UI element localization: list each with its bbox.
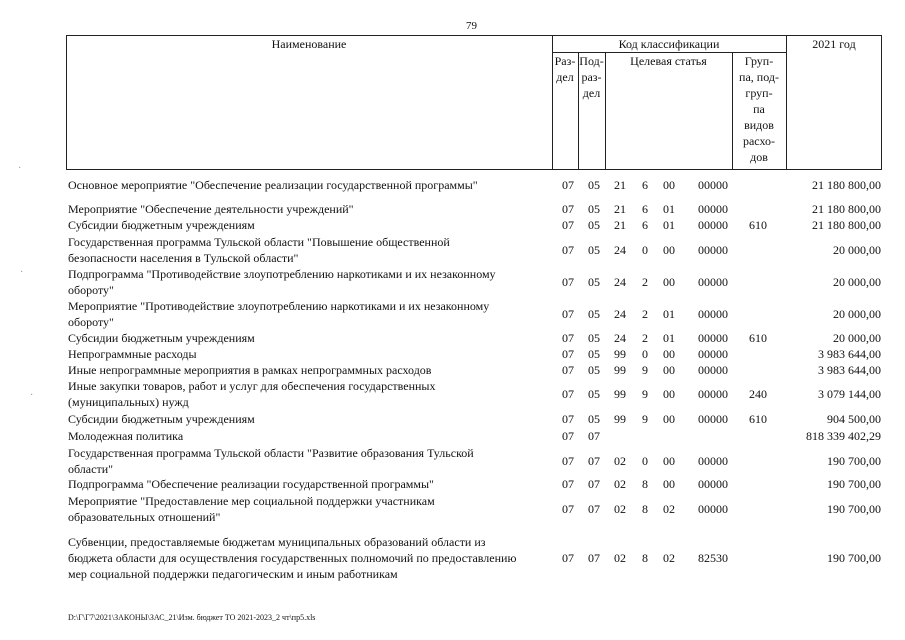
cell-vr: 610	[749, 218, 767, 232]
cell-cs4: 00000	[698, 477, 728, 491]
cell-cs1: 99	[614, 387, 626, 401]
cell-podrazdel: 05	[588, 275, 600, 289]
table-row	[0, 428, 905, 444]
cell-cs1: 21	[614, 202, 626, 216]
cell-cs1: 24	[614, 331, 626, 345]
cell-cs2: 8	[642, 502, 648, 516]
cell-cs3: 02	[663, 502, 675, 516]
cell-cs2: 9	[642, 387, 648, 401]
row-name	[68, 217, 553, 233]
cell-podrazdel: 05	[588, 307, 600, 321]
cell-cs4: 00000	[698, 307, 728, 321]
header-vid-line: расхо-	[742, 134, 776, 148]
cell-amount: 20 000,00	[833, 275, 881, 289]
table-row	[0, 234, 905, 266]
table-row	[0, 534, 905, 582]
row-name-line: Подпрограмма "Противодействие злоупотреблению наркотиками и их незаконному	[68, 267, 496, 281]
header-vid-line: Груп-	[744, 54, 774, 68]
cell-vr: 610	[749, 412, 767, 426]
cell-cs3: 00	[663, 178, 675, 192]
cell-cs1: 24	[614, 307, 626, 321]
table-row	[0, 217, 905, 233]
row-name	[68, 362, 553, 378]
cell-cs2: 0	[642, 454, 648, 468]
row-name-line: Иные закупки товаров, работ и услуг для обеспечения государственных	[68, 379, 436, 393]
cell-cs2: 0	[642, 243, 648, 257]
scan-speck: ·	[20, 267, 24, 278]
row-name-line: (муниципальных) нужд	[68, 395, 189, 409]
header-razdel-line: Раз-	[554, 54, 576, 68]
table-row	[0, 362, 905, 378]
cell-cs2: 2	[642, 275, 648, 289]
cell-amount: 190 700,00	[827, 551, 881, 565]
cell-cs4: 00000	[698, 387, 728, 401]
header-vid-line: па	[753, 102, 765, 116]
cell-razdel: 07	[562, 412, 574, 426]
cell-cs3: 00	[663, 363, 675, 377]
header-vid-line: груп-	[745, 86, 773, 100]
header-name: Наименование	[271, 37, 347, 51]
row-name-line: Мероприятие "Противодействие злоупотреблению наркотиками и их незаконному	[68, 299, 490, 313]
cell-podrazdel: 05	[588, 218, 600, 232]
row-name-line: мер социальной поддержки педагогическим и иным работникам	[68, 567, 398, 581]
header-vid-line: па, под-	[739, 70, 779, 84]
header-classification: Код классификации	[618, 37, 720, 51]
cell-cs4: 00000	[698, 243, 728, 257]
file-path: D:\Г\Г7\2021\ЗАКОНЫ\ЗАС_21\Изм. бюджет ТО 2021-2023_2 чт\пр5.xls	[68, 613, 316, 622]
cell-razdel: 07	[562, 243, 574, 257]
cell-vr: 240	[749, 387, 767, 401]
row-name-line: Субвенции, предоставляемые бюджетам муниципальных образований области из	[68, 535, 486, 549]
table-row	[0, 378, 905, 410]
cell-cs1: 24	[614, 275, 626, 289]
row-name	[68, 445, 553, 477]
cell-podrazdel: 07	[588, 502, 600, 516]
cell-cs3: 00	[663, 275, 675, 289]
row-name-line: обороту"	[68, 283, 114, 297]
cell-razdel: 07	[562, 307, 574, 321]
cell-podrazdel: 07	[588, 429, 600, 443]
cell-cs2: 8	[642, 551, 648, 565]
cell-cs1: 02	[614, 477, 626, 491]
cell-amount: 190 700,00	[827, 454, 881, 468]
header-podrazdel-line: раз-	[581, 70, 602, 84]
cell-razdel: 07	[562, 551, 574, 565]
row-name	[68, 493, 553, 525]
scan-speck: ·	[18, 163, 22, 174]
cell-amount: 818 339 402,29	[806, 429, 881, 443]
cell-razdel: 07	[562, 387, 574, 401]
cell-cs2: 2	[642, 307, 648, 321]
row-name-line: Государственная программа Тульской области "Повышение общественной	[68, 235, 450, 249]
cell-cs1: 02	[614, 502, 626, 516]
row-name	[68, 378, 553, 410]
row-name-line: Субсидии бюджетным учреждениям	[68, 412, 255, 426]
cell-cs4: 00000	[698, 412, 728, 426]
row-name-line: Мероприятие "Предоставление мер социальной поддержки участникам	[68, 494, 435, 508]
header-target-article: Целевая статья	[630, 54, 707, 68]
cell-razdel: 07	[562, 363, 574, 377]
row-name-line: образовательных отношений"	[68, 510, 221, 524]
cell-razdel: 07	[562, 502, 574, 516]
table-row	[0, 330, 905, 346]
cell-amount: 190 700,00	[827, 502, 881, 516]
cell-cs3: 01	[663, 218, 675, 232]
cell-podrazdel: 07	[588, 477, 600, 491]
row-name	[68, 346, 553, 362]
table-row	[0, 411, 905, 427]
row-name-line: обороту"	[68, 315, 114, 329]
row-name-line: Мероприятие "Обеспечение деятельности учреждений"	[68, 202, 354, 216]
cell-podrazdel: 05	[588, 412, 600, 426]
cell-cs2: 9	[642, 412, 648, 426]
header-podrazdel-line: дел	[582, 86, 601, 100]
cell-razdel: 07	[562, 454, 574, 468]
cell-amount: 3 983 644,00	[818, 347, 881, 361]
cell-vr: 610	[749, 331, 767, 345]
cell-podrazdel: 05	[588, 363, 600, 377]
cell-amount: 20 000,00	[833, 331, 881, 345]
cell-cs2: 0	[642, 347, 648, 361]
row-name	[68, 411, 553, 427]
cell-cs4: 00000	[698, 347, 728, 361]
cell-cs2: 6	[642, 218, 648, 232]
row-name	[68, 330, 553, 346]
cell-razdel: 07	[562, 275, 574, 289]
cell-amount: 3 079 144,00	[818, 387, 881, 401]
cell-amount: 21 180 800,00	[812, 202, 881, 216]
cell-cs2: 6	[642, 178, 648, 192]
header-vid-line: видов	[744, 118, 774, 132]
cell-cs4: 00000	[698, 218, 728, 232]
cell-cs3: 00	[663, 477, 675, 491]
row-name-line: Субсидии бюджетным учреждениям	[68, 218, 255, 232]
row-name-line: Иные непрограммные мероприятия в рамках непрограммных расходов	[68, 363, 432, 377]
cell-cs4: 00000	[698, 275, 728, 289]
row-name-line: области"	[68, 462, 114, 476]
cell-podrazdel: 05	[588, 178, 600, 192]
cell-podrazdel: 05	[588, 243, 600, 257]
cell-razdel: 07	[562, 218, 574, 232]
page-number: 79	[466, 20, 477, 32]
row-name	[68, 476, 553, 492]
cell-cs1: 99	[614, 363, 626, 377]
cell-cs3: 00	[663, 387, 675, 401]
row-name	[68, 266, 553, 298]
table-row	[0, 177, 905, 193]
cell-cs4: 00000	[698, 178, 728, 192]
row-name-line: Молодежная политика	[68, 429, 184, 443]
cell-cs2: 8	[642, 477, 648, 491]
cell-cs3: 02	[663, 551, 675, 565]
cell-podrazdel: 05	[588, 331, 600, 345]
cell-amount: 21 180 800,00	[812, 218, 881, 232]
header-year: 2021 год	[812, 37, 856, 51]
cell-cs1: 99	[614, 412, 626, 426]
cell-cs3: 00	[663, 412, 675, 426]
cell-cs3: 01	[663, 307, 675, 321]
row-name-line: Субсидии бюджетным учреждениям	[68, 331, 255, 345]
row-name-line: Основное мероприятие "Обеспечение реализации государственной программы"	[68, 178, 478, 192]
row-name-line: Подпрограмма "Обеспечение реализации государственной программы"	[68, 477, 434, 491]
scan-speck: ·	[30, 390, 34, 401]
header-podrazdel-line: Под-	[579, 54, 604, 68]
cell-amount: 904 500,00	[827, 412, 881, 426]
cell-cs3: 01	[663, 331, 675, 345]
cell-cs3: 00	[663, 243, 675, 257]
cell-amount: 21 180 800,00	[812, 178, 881, 192]
cell-cs4: 00000	[698, 363, 728, 377]
cell-cs4: 82530	[698, 551, 728, 565]
row-name	[68, 298, 553, 330]
table-row	[0, 298, 905, 330]
cell-podrazdel: 07	[588, 454, 600, 468]
cell-cs1: 02	[614, 454, 626, 468]
row-name-line: бюджета области для осуществления государственных полномочий по предоставлению	[68, 551, 517, 565]
cell-podrazdel: 05	[588, 387, 600, 401]
row-name	[68, 201, 553, 217]
cell-cs4: 00000	[698, 202, 728, 216]
cell-amount: 190 700,00	[827, 477, 881, 491]
cell-razdel: 07	[562, 477, 574, 491]
cell-cs3: 01	[663, 202, 675, 216]
cell-cs3: 00	[663, 454, 675, 468]
cell-cs1: 21	[614, 218, 626, 232]
cell-cs2: 2	[642, 331, 648, 345]
table-row	[0, 266, 905, 298]
cell-razdel: 07	[562, 429, 574, 443]
row-name	[68, 177, 553, 193]
table-row	[0, 476, 905, 492]
cell-cs4: 00000	[698, 331, 728, 345]
cell-podrazdel: 05	[588, 347, 600, 361]
cell-amount: 3 983 644,00	[818, 363, 881, 377]
cell-cs1: 21	[614, 178, 626, 192]
row-name-line: Непрограммные расходы	[68, 347, 197, 361]
cell-cs3: 00	[663, 347, 675, 361]
cell-cs1: 99	[614, 347, 626, 361]
table-row	[0, 445, 905, 477]
cell-cs1: 02	[614, 551, 626, 565]
cell-podrazdel: 05	[588, 202, 600, 216]
row-name	[68, 428, 553, 444]
cell-razdel: 07	[562, 347, 574, 361]
cell-cs1: 24	[614, 243, 626, 257]
row-name-line: безопасности населения в Тульской области"	[68, 251, 299, 265]
row-name	[68, 234, 553, 266]
row-name	[68, 534, 553, 582]
table-row	[0, 346, 905, 362]
header-razdel-line: дел	[556, 70, 574, 84]
row-name-line: Государственная программа Тульской области "Развитие образования Тульской	[68, 446, 474, 460]
cell-razdel: 07	[562, 202, 574, 216]
cell-cs4: 00000	[698, 502, 728, 516]
cell-podrazdel: 07	[588, 551, 600, 565]
cell-amount: 20 000,00	[833, 243, 881, 257]
table-row	[0, 201, 905, 217]
cell-cs2: 9	[642, 363, 648, 377]
cell-cs2: 6	[642, 202, 648, 216]
table-row	[0, 493, 905, 525]
cell-amount: 20 000,00	[833, 307, 881, 321]
cell-razdel: 07	[562, 331, 574, 345]
cell-razdel: 07	[562, 178, 574, 192]
cell-cs4: 00000	[698, 454, 728, 468]
header-vid-line: дов	[750, 150, 768, 164]
